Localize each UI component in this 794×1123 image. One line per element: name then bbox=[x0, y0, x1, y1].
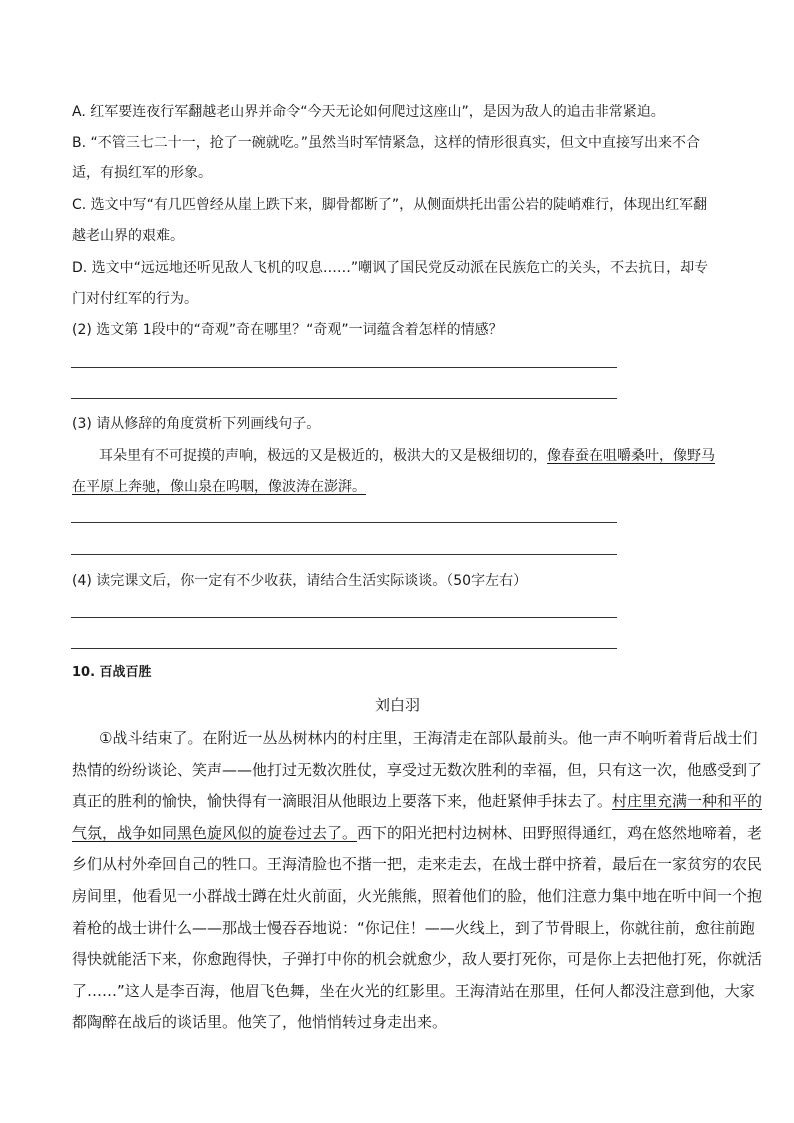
quote-underlined-text: 像春蚕在咀嚼桑叶，像野马 bbox=[547, 448, 715, 464]
answer-line bbox=[71, 554, 617, 555]
article-author: 刘白羽 bbox=[375, 696, 421, 714]
option-b-line-2: 适，有损红军的形象。 bbox=[72, 165, 212, 181]
option-c-line-2: 越老山界的艰难。 bbox=[72, 228, 184, 244]
paragraph-line: 都陶醉在战后的谈话里。他笑了，他悄悄转过身走出来。 bbox=[72, 1013, 448, 1031]
option-a: A. 红军要连夜行军翻越老山界并命令“今天无论如何爬过这座山”，是因为敌人的追击非常紧迫。 bbox=[72, 104, 665, 120]
answer-line bbox=[71, 648, 617, 649]
paragraph-line: 了……”这人是李百海，他眉飞色舞，坐在火光的红影里。王海清站在那里，任何人都没注意到他，大家 bbox=[72, 982, 755, 1000]
paragraph-line: 得快就能活下来，你愈跑得快，子弹打中你的机会就愈少，敌人要打死你，可是你上去把他打死，你就活 bbox=[72, 950, 763, 968]
paragraph-line: 热情的纷纷谈论、笑声——他打过无数次胜仗，享受过无数次胜利的幸福，但，只有这一次，他感受到了 bbox=[72, 761, 763, 779]
section-heading: 10. 百战百胜 bbox=[72, 665, 152, 680]
option-b-line-1: B. “不管三七二十一，抢了一碗就吃。”虽然当时军情紧急，这样的情形很真实，但文中直接写出来不合 bbox=[72, 135, 701, 151]
paragraph-line: 房间里，他看见一小群战士蹲在灶火前面，火光熊熊，照着他们的脸，他们注意力集中地在听中间一个抱 bbox=[72, 887, 763, 905]
paragraph-line bbox=[72, 790, 762, 812]
paragraph-line: 着枪的战士讲什么——那战士慢吞吞地说：“你记住！——火线上，到了节骨眼上，你就往前，愈往前跑 bbox=[72, 919, 755, 937]
question-2: (2) 选文第 1段中的“奇观”奇在哪里？“奇观”一词蕴含着怎样的情感？ bbox=[72, 322, 503, 338]
question-3-quote-line-1 bbox=[99, 446, 715, 466]
quote-plain-text: 耳朵里有不可捉摸的声响，极远的又是极近的，极洪大的又是极细切的， bbox=[99, 448, 547, 464]
paragraph-underlined-text: 气氛，战争如同黑色旋风似的旋卷过去了。 bbox=[72, 824, 358, 842]
option-d-line-1: D. 选文中“远远地还听见敌人飞机的叹息……”嘲讽了国民党反动派在民族危亡的关头，不去抗日，却专 bbox=[72, 260, 709, 276]
question-3-quote-line-2: 在平原上奔驰，像山泉在呜咽，像波涛在澎湃。 bbox=[72, 479, 366, 495]
answer-line bbox=[71, 398, 617, 399]
answer-line bbox=[71, 367, 617, 368]
question-4: (4) 读完课文后，你一定有不少收获，请结合生活实际谈谈。（50字左右） bbox=[72, 573, 528, 589]
option-d-line-2: 门对付红军的行为。 bbox=[72, 291, 198, 307]
paragraph-plain-text: 真正的胜利的愉快，愉快得有一滴眼泪从他眼边上要落下来，他赶紧伸手抹去了。 bbox=[72, 792, 613, 810]
paragraph-line: ①战斗结束了。在附近一丛丛树林内的村庄里，王海清走在部队最前头。他一声不响听着背后战士们 bbox=[99, 729, 758, 747]
paragraph-plain-text: 西下的阳光把村边树林、田野照得通红，鸡在悠然地啼着，老 bbox=[357, 824, 763, 842]
option-c-line-1: C. 选文中写“有几匹曾经从崖上跌下来，脚骨都断了”，从侧面烘托出雷公岩的陡峭难行，体现出红军翻 bbox=[72, 197, 708, 213]
answer-line bbox=[71, 522, 617, 523]
question-3: (3) 请从修辞的角度赏析下列画线句子。 bbox=[72, 416, 321, 432]
paragraph-underlined-text: 村庄里充满一种和平的 bbox=[612, 792, 763, 810]
paragraph-line bbox=[72, 822, 762, 844]
answer-line bbox=[71, 617, 617, 618]
paragraph-line: 乡们从村外牵回自己的牲口。王海清脸也不揩一把，走来走去，在战士群中挤着，最后在一家贫穷的农民 bbox=[72, 855, 763, 873]
